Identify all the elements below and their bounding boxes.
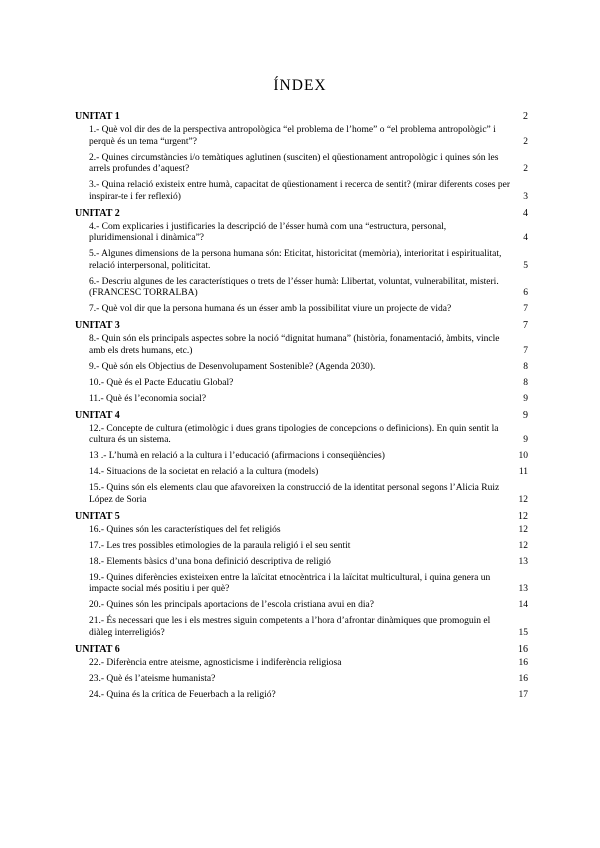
toc-entry-page-number: 10 [518,451,528,461]
toc-entry-page-number: 6 [523,288,528,298]
toc-entry-page-number: 2 [523,164,528,174]
unit-page-number: 4 [523,207,528,219]
toc-entry-page-number: 13 [518,556,528,567]
toc-entry-text: 15.- Quins són els elements clau que afavoreixen la construcció de la identitat personal segons l’Alicia Ruiz López de Soria [89,483,500,505]
unit-page-number: 9 [523,409,528,421]
toc-entry-text: 13 .- L’humà en relació a la cultura i l’educació (afirmacions i conseqüències) [89,451,385,461]
table-of-contents [75,110,528,706]
toc-entry-text: 11.- Què és l’economia social? [89,393,207,404]
unit-label: UNITAT 5 [75,510,120,522]
toc-entry[interactable] [75,125,528,148]
toc-entry[interactable] [75,153,528,176]
toc-entry-text: 16.- Quines són les característiques del fet religiós [89,524,281,535]
toc-entry-text: 22.- Diferència entre ateisme, agnosticisme i indiferència religiosa [89,657,342,668]
toc-entry[interactable] [75,334,528,357]
toc-entry[interactable] [75,573,528,596]
toc-entry-text: 19.- Quines diferències existeixen entre la laïcitat etnocèntrica i la laïcitat multicultural, i quina genera un impacte social més positiu i per què? [89,572,491,594]
unit-label: UNITAT 1 [75,111,120,122]
toc-entry[interactable] [75,541,528,553]
unit-label: UNITAT 2 [75,207,120,219]
unit-label: UNITAT 3 [75,320,120,331]
toc-entry-page-number: 8 [523,361,528,372]
toc-entry-page-number: 5 [523,260,528,271]
toc-entry-text: 7.- Què vol dir que la persona humana és un ésser amb la possibilitat viure un projecte de vida? [89,304,452,314]
toc-entry[interactable] [75,525,528,537]
toc-unit-heading[interactable] [75,410,528,422]
toc-entry[interactable] [75,394,528,406]
toc-unit-heading[interactable] [75,111,528,123]
toc-entry-text: 24.- Quina és la crítica de Feuerbach a la religió? [89,689,276,700]
toc-entry[interactable] [75,616,528,639]
toc-entry[interactable] [75,483,528,506]
toc-entry-text: 2.- Quines circumstàncies i/o temàtiques aglutinen (susciten) el qüestionament antropològic i quines són les arrels profundes d’aquest? [89,152,499,174]
toc-entry[interactable] [75,362,528,374]
toc-entry-page-number: 16 [518,657,528,668]
toc-entry-page-number: 7 [523,345,528,356]
toc-entry-page-number: 4 [523,233,528,243]
toc-entry[interactable] [75,557,528,569]
toc-entry-page-number: 13 [518,584,528,594]
toc-entry[interactable] [75,304,528,316]
unit-page-number: 12 [518,510,528,522]
unit-page-number: 7 [523,320,528,331]
toc-unit-heading[interactable] [75,208,528,220]
toc-entry-page-number: 16 [518,673,528,684]
toc-entry-text: 23.- Què és l’ateisme humanista? [89,673,216,684]
toc-entry[interactable] [75,690,528,702]
toc-entry[interactable] [75,451,528,463]
toc-entry-text: 10.- Què és el Pacte Educatiu Global? [89,377,234,388]
toc-entry-text: 9.- Què són els Objectius de Desenvolupament Sostenible? (Agenda 2030). [89,361,376,372]
toc-entry[interactable] [75,180,528,203]
toc-entry[interactable] [75,600,528,612]
unit-label: UNITAT 4 [75,409,120,421]
toc-entry-page-number: 14 [518,600,528,610]
toc-unit-heading[interactable] [75,320,528,332]
toc-entry-page-number: 12 [518,494,528,505]
toc-entry-text: 3.- Quina relació existeix entre humà, capacitat de qüestionament i recerca de sentit? (mirar diferents coses per inspirar-te i fer reflexió) [89,180,510,202]
unit-page-number: 16 [518,643,528,655]
toc-entry-text: 21.- És necessari que les i els mestres siguin competents a l’hora d’afrontar dinàmiques que promoguin el diàleg interreligiós? [89,616,491,638]
unit-label: UNITAT 6 [75,643,120,655]
toc-unit-heading[interactable] [75,511,528,523]
toc-entry[interactable] [75,658,528,670]
toc-entry-text: 8.- Quin són els principals aspectes sobre la noció “dignitat humana” (història, fonamentació, àmbits, vincle amb els drets humans, etc.) [89,334,500,356]
toc-entry-text: 6.- Descriu algunes de les característiques o trets de l’ésser humà: Llibertat, voluntat, vulnerabilitat, misteri. (FRANCESC TORRALBA) [89,276,499,298]
unit-page-number: 2 [523,111,528,122]
toc-entry-page-number: 2 [523,136,528,147]
toc-entry-page-number: 17 [518,689,528,700]
toc-unit-heading[interactable] [75,644,528,656]
toc-entry-text: 17.- Les tres possibles etimologies de la paraula religió i el seu sentit [89,540,351,551]
toc-entry-page-number: 9 [523,435,528,445]
toc-entry-page-number: 3 [523,191,528,202]
toc-entry-text: 4.- Com explicaries i justificaries la descripció de l’ésser humà com una “estructura, personal, pluridimensional i dinàmica”? [89,221,447,243]
toc-entry-page-number: 8 [523,377,528,388]
toc-entry-page-number: 12 [518,540,528,551]
toc-entry-page-number: 9 [523,393,528,404]
toc-entry-text: 20.- Quines són les principals aportacions de l’escola cristiana avui en dia? [89,600,374,610]
toc-entry-text: 12.- Concepte de cultura (etimològic i dues grans tipologies de concepcions o definicions). En quin sentit la cultura és un sistema. [89,423,499,445]
toc-entry[interactable] [75,222,528,245]
toc-entry-page-number: 11 [518,467,528,477]
page-title: ÍNDEX [273,77,327,94]
toc-entry-text: 5.- Algunes dimensions de la persona humana són: Eticitat, historicitat (memòria), interioritat i espiritualitat, relació interpersonal, politicitat. [89,249,502,271]
toc-entry-text: 1.- Què vol dir des de la perspectiva antropològica “el problema de l’home” o “el problema antropològic” i perquè és un tema “urgent”? [89,125,496,147]
toc-entry[interactable] [75,424,528,447]
toc-entry-text: 18.- Elements bàsics d’una bona definició descriptiva de religió [89,556,331,567]
toc-entry[interactable] [75,467,528,479]
toc-entry-page-number: 7 [523,304,528,314]
toc-entry[interactable] [75,378,528,390]
toc-entry[interactable] [75,249,528,272]
toc-entry[interactable] [75,674,528,686]
toc-entry-page-number: 12 [518,524,528,535]
toc-entry-text: 14.- Situacions de la societat en relació a la cultura (models) [89,467,319,477]
toc-entry[interactable] [75,277,528,300]
toc-entry-page-number: 15 [518,627,528,638]
